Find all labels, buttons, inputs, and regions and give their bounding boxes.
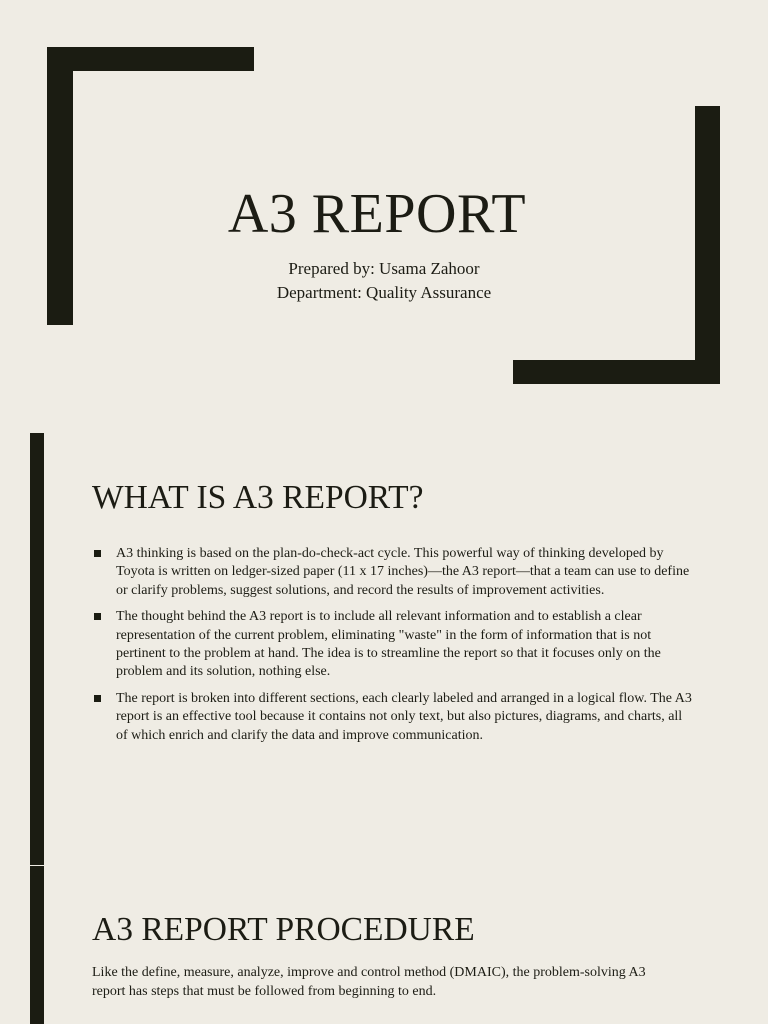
corner-bracket-top-left-horizontal — [47, 47, 254, 71]
bullet-text: A3 thinking is based on the plan-do-check-act cycle. This powerful way of thinking developed by Toyota is written on ledger-sized paper (11 x 17 inches)—the A3 report—that a team can use to define or clarify problems, suggest solutions, and record the results of improvement activities. — [116, 546, 690, 598]
slide-left-accent-bar — [30, 866, 44, 1024]
list-item — [92, 545, 692, 600]
square-bullet-icon — [94, 695, 101, 702]
bullet-text: The thought behind the A3 report is to include all relevant information and to establish a clear representation of the current problem, eliminating "waste" in the form of information that is not pertinent to the problem at hand. The idea is to streamline the report so that it focuses only on the problem and its solution, nothing else. — [116, 609, 661, 680]
subtitle-block — [0, 257, 768, 305]
list-item — [92, 690, 692, 745]
procedure-slide — [0, 866, 768, 1024]
corner-bracket-bottom-right-horizontal — [513, 360, 720, 384]
prepared-by-text: Prepared by: Usama Zahoor — [288, 259, 480, 278]
department-text: Department: Quality Assurance — [276, 283, 492, 302]
square-bullet-icon — [94, 550, 101, 557]
list-item — [92, 608, 692, 681]
title-slide — [0, 0, 768, 418]
page-title: A3 REPORT — [227, 183, 527, 245]
slide-left-accent-bar — [30, 433, 44, 865]
section-heading-procedure: A3 REPORT PROCEDURE — [92, 911, 475, 948]
bullet-list — [92, 545, 692, 753]
bullet-text: The report is broken into different sections, each clearly labeled and arranged in a logical flow. The A3 report is an effective tool because it contains not only text, but also pictures, diagrams, and charts, all of which enrich and clarify the data and improve communication. — [116, 691, 692, 743]
procedure-paragraph: Like the define, measure, analyze, improve and control method (DMAIC), the problem-solving A3 report has steps that must be followed from beginning to end. — [92, 965, 646, 999]
section-heading-what-is: WHAT IS A3 REPORT? — [92, 479, 424, 516]
what-is-slide — [0, 433, 768, 865]
square-bullet-icon — [94, 613, 101, 620]
